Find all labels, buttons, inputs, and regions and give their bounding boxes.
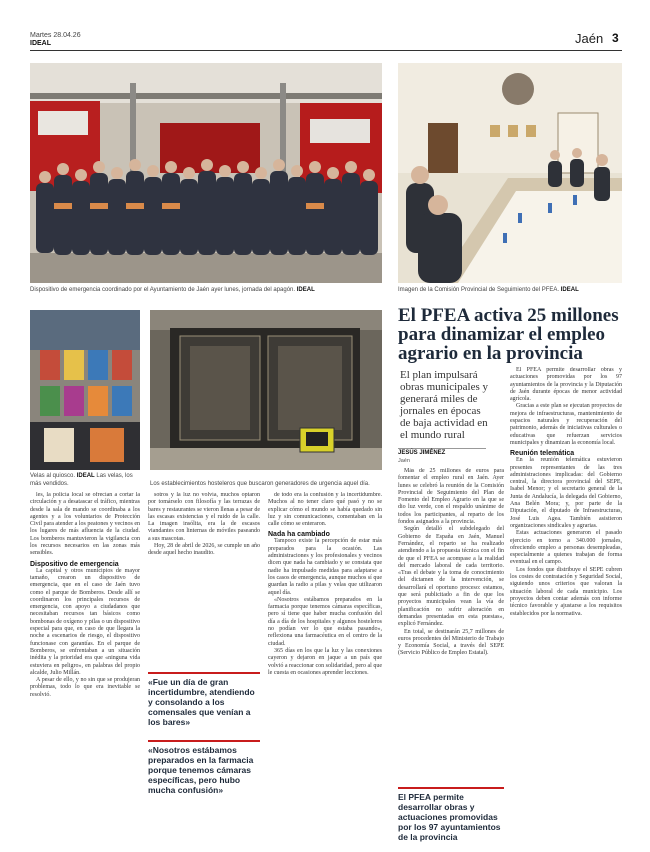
meeting-caption bbox=[398, 286, 622, 294]
pfea-col2-para-c: En la reunión telemática estuvieron presentes representantes de las tres administraciones implicadas: del Gobierno central, la directora provincial del SEPE, Isabel Menor; y el secretario general de la Junta de Andalucía, la delegada del Gobierno, Ana Belén Mora; y, por parte de la Diputación, el diputado de Infraestructuras, José Luis Agea. También asistieron organizaciones sindicales y agrarias. bbox=[510, 457, 622, 529]
apagon-col3-para-a: de todo era la confusión y la incertidumbre. Muchos al no tener claro qué pasó y no se explicar cómo el mundo se había quedado sin luz y sin comunicaciones, comentaban en la calle cómo se enteraron. bbox=[268, 492, 382, 528]
kiosk-photo bbox=[30, 310, 140, 470]
apagon-col2-para-b: Hoy, 28 de abril de 2026, se cumple un año desde aquel hecho inaudito. bbox=[148, 543, 260, 557]
apagon-pull-quote-1: «Fue un día de gran incertidumbre, atendiendo y consolando a los comensales que venían a los bares» bbox=[148, 672, 260, 727]
kiosk-credit: IDEAL bbox=[76, 473, 95, 479]
pfea-col1-para-c: En total, se destinarán 25,7 millones de euros procedentes del Ministerio de Trabajo y Economía Social, a través del SEPE (Servicio Público de Empleo Estatal). bbox=[398, 628, 504, 657]
firefighters-credit: IDEAL bbox=[296, 287, 315, 293]
apagon-pull-quote-2: «Nosotros estábamos preparados en la farmacia porque tenemos cámaras específicas, pero hubo mucha confusión» bbox=[148, 740, 260, 795]
apagon-col1-para-b: La capital y otros municipios de mayor tamaño, crearon un dispositivo de emergencia, que en el caso de Jaén tuvo como el parque de Bomberos. Desde allí se coordinaron los principales recursos de emergencia, con apoyo a ciudadanos que necesitaban recursos tan básicos como bombonas de oxígeno y pilas o un dispositivo especial para que, en caso de que llegara la noche a escenarios de riesgo, el dispositivo funcionase con garantías. En el parque de Bomberos, se enfrentaban a un situación inédita y la prioridad era que «ninguna vida estuviera en peligro», en palabras del propio alcalde, Julio Millán. bbox=[30, 567, 140, 676]
pfea-col2-para-b: Gracias a este plan se ejecutan proyectos de mejora de infraestructuras, mantenimiento de espacios naturales y recuperación del patrimonio, además de iniciativas culturales o educativas que refuerzan servicios municipales y dinamizan la economía local. bbox=[510, 403, 622, 446]
meeting-photo-svg bbox=[398, 63, 622, 283]
header-rule bbox=[30, 50, 622, 51]
article-byline: JESÚS JIMÉNEZ bbox=[398, 450, 446, 456]
apagon-subtitle-nothing-changed: Nada ha cambiado bbox=[268, 531, 330, 539]
generator-photo bbox=[150, 310, 382, 470]
pfea-subtitle-meeting: Reunión telemática bbox=[510, 450, 575, 458]
meeting-credit: IDEAL bbox=[560, 287, 579, 293]
byline-rule bbox=[398, 448, 486, 449]
header-section: Jaén bbox=[575, 31, 604, 46]
kiosk-caption-text: Velas al quiosco. bbox=[30, 473, 76, 479]
pfea-col1-para-b: Según detalló el subdelegado del Gobierno de España en Jaén, Manuel Fernández, el reparto se ha realizado atendiendo a la propuesta técnica con el fin de que el PFEA se acompase a la realidad del mercado laboral de cada territorio. «Tras el debate y la toma de conocimiento del dictamen de la intervención, se desarrollará el oportuno proceso: estamos, que será publicitado a fin de que los proyectos municipales vean la vía de planificación no sufrir alteración en demandas presentadas en esta puestas», explicó Fernández. bbox=[398, 526, 504, 628]
meeting-caption-text: Imagen de la Comisión Provincial de Seguimiento del PFEA. bbox=[398, 287, 560, 293]
article-byline-place: Jaén bbox=[398, 458, 410, 464]
kiosk-caption bbox=[30, 472, 140, 488]
header-publication: IDEAL bbox=[30, 40, 51, 47]
kiosk-photo-svg bbox=[30, 310, 140, 470]
apagon-column-2 bbox=[148, 492, 260, 652]
pfea-column-1 bbox=[398, 468, 504, 738]
pfea-pull-quote: El PFEA permite desarrollar obras y actuaciones promovidas por los 97 ayuntamientos de la provincia bbox=[398, 787, 504, 842]
firefighters-photo-svg bbox=[30, 63, 382, 283]
meeting-photo bbox=[398, 63, 622, 283]
apagon-col3-para-d: 365 días en los que la luz y las conexiones cayeron y dejaron en jaque a un país que volvió a reaccionar con solidaridad, pero al que le cuesta en ocasiones aprender lecciones. bbox=[268, 647, 382, 676]
header-date: Martes 28.04.26 bbox=[30, 32, 81, 39]
generator-caption bbox=[150, 480, 382, 488]
apagon-col3-para-b: Tampoco existe la percepción de estar más preparados para la ocasión. Las administraciones y los profesionales y vecinos dicen que nada ha cambiado y se constata que nadie ha impulsado medidas para adaptarse a los casos de emergencia, aunque muchos sí que guardan la radio a pilas y velas que utilizaron aquel día. bbox=[268, 538, 382, 596]
firefighters-photo bbox=[30, 63, 382, 283]
apagon-subtitle-emergency: Dispositivo de emergencia bbox=[30, 560, 119, 568]
generator-photo-svg bbox=[150, 310, 382, 470]
pfea-column-2 bbox=[510, 367, 622, 844]
pfea-col2-para-a: El PFEA permite desarrollar obras y actuaciones promovidas por los 97 ayuntamientos de la provincia y la Diputación de Jaén durante épocas de menor actividad agrícola. bbox=[510, 367, 622, 403]
firefighters-caption bbox=[30, 286, 382, 294]
article-subhead: El plan impulsará obras municipales y generará miles de jornales en épocas de baja actividad en el mundo rural bbox=[400, 369, 488, 441]
firefighters-caption-text: Dispositivo de emergencia coordinado por el Ayuntamiento de Jaén ayer lunes, jornada del apagón. bbox=[30, 287, 296, 293]
header-page-number: 3 bbox=[612, 31, 619, 45]
pfea-col2-para-e: Los fondos que distribuye el SEPE cubren los costes de contratación y Seguridad Social, siguiendo unos criterios que valoran la situación laboral de cada municipio. Los proyectos deben contar además con informe técnico favorable y ajustarse a los requisitos establecidos por la normativa. bbox=[510, 566, 622, 617]
apagon-col1-para-a: les, la policía local se ofrecían a cortar la circulación y a desatascar el tráfico, mientras desde la sala de mando se coordinaba a los agentes y a los voluntarios de Protección Civil para atender a los peatones y vecinos en los lugares de más afluencia de la ciudad. Los bomberos mantuvieron la vigilancia con los recursos necesarios en las zonas más sensibles. bbox=[30, 492, 140, 557]
apagon-column-1 bbox=[30, 492, 140, 844]
pfea-col2-para-d: Estas actuaciones generaron el pasado ejercicio en torno a 340.000 jornales, ofreciendo empleo a personas desempleadas, especialmente a quienes trabajan de forma eventual en el campo. bbox=[510, 530, 622, 566]
generator-caption-text: Los establecimientos hosteleros que buscaron generadores de urgencia aquel día. bbox=[150, 481, 370, 487]
apagon-column-3 bbox=[268, 492, 382, 844]
kiosk-caption-rest: Las velas, los más vendidos. bbox=[30, 473, 133, 487]
apagon-col3-para-c: «Nosotros estábamos preparados en la farmacia porque tenemos cámaras específicas, pero sí tiene que haber mucha confusión del día a día de los hospitales y algunos hosteleros no podían ver lo que estaba pasando», reflexiona una farmacéutica en el centro de la ciudad. bbox=[268, 596, 382, 647]
pfea-col1-para-a: Más de 25 millones de euros para fomentar el empleo rural en Jaén. Ayer lunes se celebró la reunión de la Comisión Provincial de Seguimiento del Plan de Fomento del Empleo Agrario en la que se dio luz verde, con el respaldo unánime de todos los participantes, al reparto de los fondos asignados a la provincia. bbox=[398, 468, 504, 526]
article-headline: El PFEA activa 25 millones para dinamizar el empleo agrario en la provincia bbox=[398, 305, 619, 364]
apagon-col1-para-c: A pesar de ello, y no sin que se produjeran problemas, todo lo que era inevitable se resolvió. bbox=[30, 677, 140, 698]
apagon-col2-para-a: sotros y la luz no volvía, muchos optaron por tomárselo con filosofía y las terrazas de bares y restaurantes se vieron llenas a pesar de las escasas existencias y el ruido de la calle. La imagen insólita, era la de escasos viandantes con linternas de móviles paseando a sus mascotas. bbox=[148, 492, 260, 542]
